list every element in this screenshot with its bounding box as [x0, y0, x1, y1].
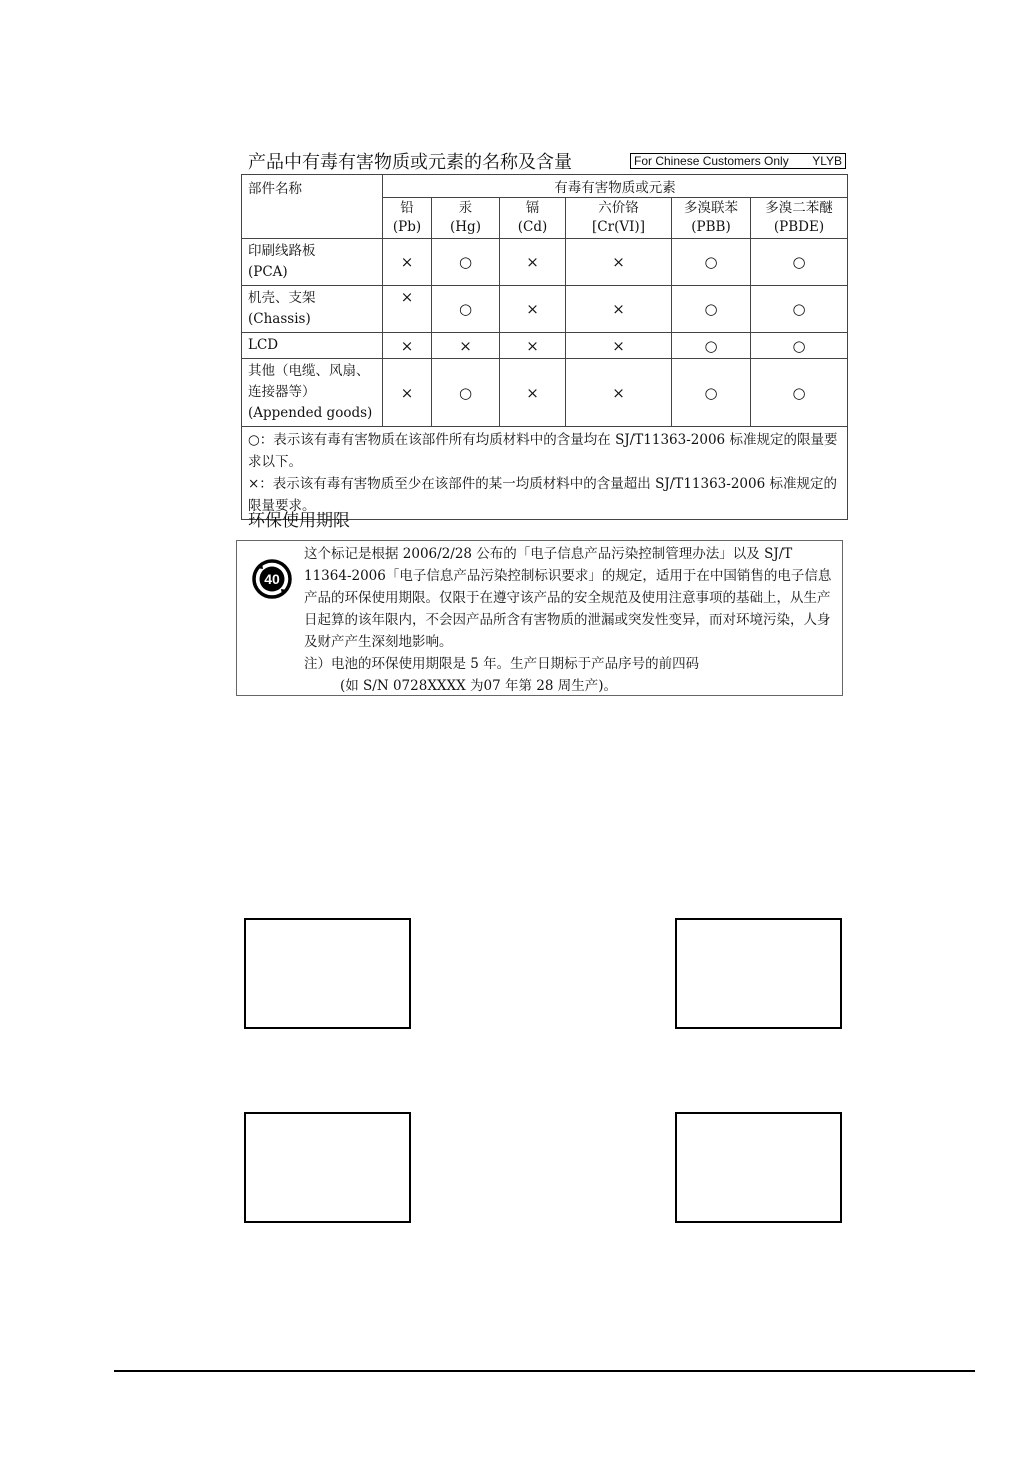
element-header-pbde: 多溴二苯醚 (PBDE) [751, 198, 848, 239]
mark-cell: × [383, 333, 432, 359]
mark-cell: ○ [751, 239, 848, 286]
mark-cell: × [566, 333, 672, 359]
row-name-appended-goods: 其他（电缆、风扇、 连接器等） (Appended goods) [242, 359, 383, 427]
epup-section-title: 环保使用期限 [248, 511, 350, 531]
element-header-cr6: 六价铬 [Cr(VI)] [566, 198, 672, 239]
element-header-pb: 铅 (Pb) [383, 198, 432, 239]
mark-cell: ○ [432, 239, 500, 286]
element-header-hg: 汞 (Hg) [432, 198, 500, 239]
badge-code: YLYB [812, 154, 842, 168]
mark-cell: ○ [672, 359, 751, 427]
row-name-pca: 印刷线路板 (PCA) [242, 239, 383, 286]
page-title: 产品中有毒有害物质或元素的名称及含量 [248, 152, 572, 173]
mark-cell: ○ [751, 286, 848, 333]
blank-label-box-bottom-right [675, 1112, 842, 1223]
hazardous-substances-table [241, 174, 848, 520]
epup-paragraph: 这个标记是根据 2006/2/28 公布的「电子信息产品污染控制管理办法」以及 SJ/T 11364-2006「电子信息产品污染控制标识要求」的规定，适用于在中国销售的电子信息产品的环保使用期限。仅限于在遵守该产品的安全规范及使用注意事项的基础上，从生产日起算的该年限内，不会因产品所含有害物质的泄漏或突发性变异，而对环境污染，人身及财产产生深刻地影响。 [304, 546, 832, 650]
element-header-pbb: 多溴联苯 (PBB) [672, 198, 751, 239]
substance-group-header: 有毒有害物质或元素 [383, 175, 848, 198]
mark-cell: ○ [432, 286, 500, 333]
serial-number-example: (如 S/N 0728XXXX 为07 年第 28 周生产)。 [340, 678, 618, 694]
mark-cell: ○ [751, 333, 848, 359]
epup-description [304, 543, 839, 697]
note-cross: ×：表示该有毒有害物质至少在该部件的某一均质材料中的含量超出 SJ/T11363-2006 标准规定的限量要求。 [248, 476, 837, 514]
blank-label-box-top-right [675, 918, 842, 1029]
note-circle: ○：表示该有毒有害物质在该部件所有均质材料中的含量均在 SJ/T11363-2006 标准规定的限量要求以下。 [248, 432, 838, 470]
blank-label-box-bottom-left [244, 1112, 411, 1223]
mark-cell: × [500, 286, 566, 333]
mark-cell: × [566, 359, 672, 427]
mark-cell: × [566, 239, 672, 286]
mark-cell: ○ [672, 333, 751, 359]
mark-cell: × [500, 239, 566, 286]
mark-cell: × [383, 286, 432, 333]
mark-cell: ○ [432, 359, 500, 427]
mark-cell: ○ [751, 359, 848, 427]
row-name-chassis: 机壳、支架 (Chassis) [242, 286, 383, 333]
table-row [242, 333, 848, 359]
table-row [242, 239, 848, 286]
epup-icon-number: 40 [264, 571, 280, 587]
mark-cell: × [500, 333, 566, 359]
mark-cell: × [566, 286, 672, 333]
mark-cell: × [500, 359, 566, 427]
mark-cell: × [383, 359, 432, 427]
mark-cell: ○ [672, 239, 751, 286]
battery-note: 注）电池的环保使用期限是 5 年。生产日期标于产品序号的前四码 [304, 656, 700, 672]
table-row [242, 359, 848, 427]
table-row [242, 286, 848, 333]
mark-cell: × [432, 333, 500, 359]
badge-label: For Chinese Customers Only [634, 154, 789, 168]
customer-badge [630, 153, 846, 169]
blank-label-box-top-left [244, 918, 411, 1029]
epup-40-icon [252, 559, 292, 599]
row-name-lcd: LCD [242, 333, 383, 359]
mark-cell: ○ [672, 286, 751, 333]
mark-cell: × [383, 239, 432, 286]
part-header: 部件名称 [242, 175, 383, 239]
element-header-cd: 镉 (Cd) [500, 198, 566, 239]
footer-divider [114, 1370, 975, 1372]
epup-info-box [236, 540, 843, 696]
